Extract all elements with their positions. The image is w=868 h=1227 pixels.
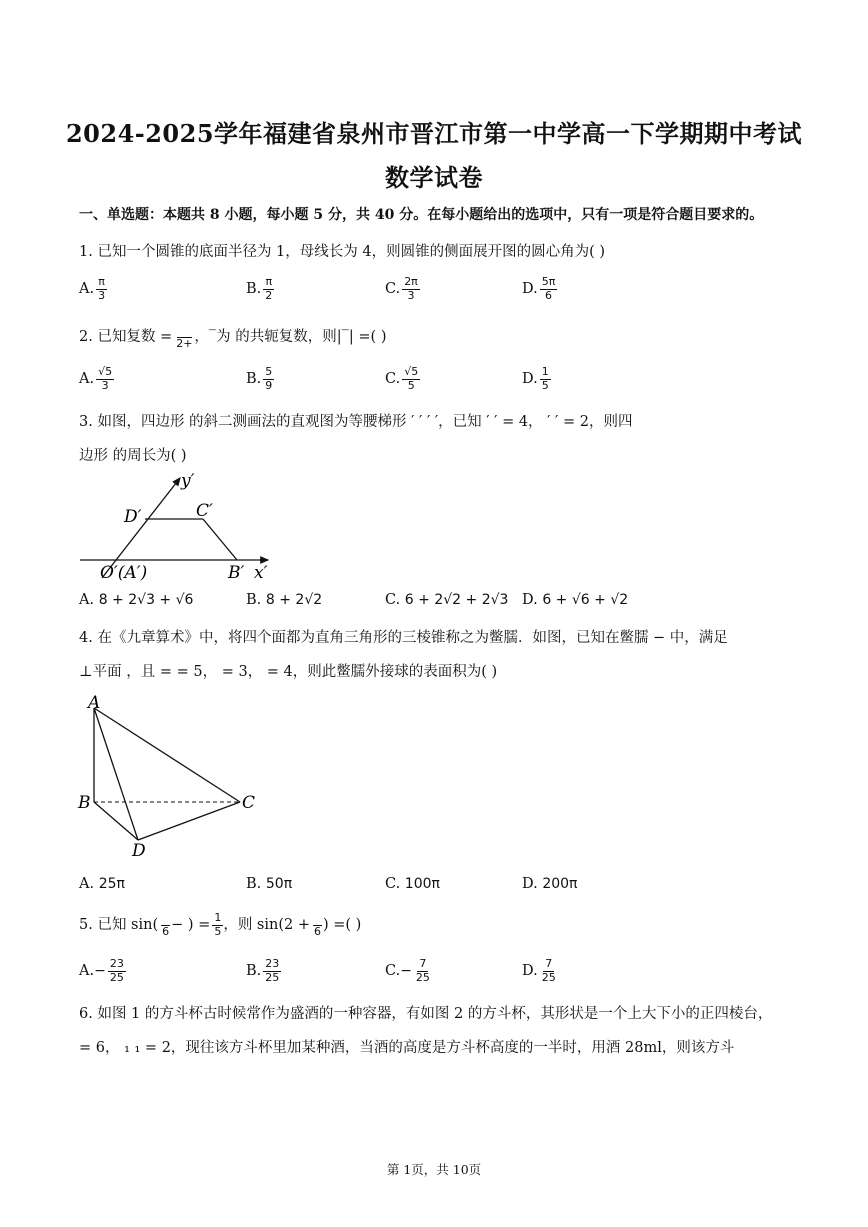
option-label: A. [79,371,95,388]
label-d: D [132,841,146,861]
frac-den: 25 [415,970,430,984]
option-label: C. [385,876,401,892]
frac-num: 2π [404,275,418,288]
frac-den: 25 [541,970,556,984]
question-3-line2: 边形 的周长为( ) [79,448,187,464]
q1-option-c[interactable] [385,276,420,302]
q3-option-c[interactable] [385,592,508,608]
q4-option-c[interactable] [385,876,440,892]
frac-den: 9 [265,378,273,392]
option-label: A. [79,281,95,298]
page-subtitle: 数学试卷 [385,163,483,192]
option-label: D. [522,592,538,608]
label-b: B′ [228,563,245,583]
option-label: C. [385,371,401,388]
label-c: C′ [196,501,213,521]
q5-text-b: − ) = [171,917,211,934]
frac-num [177,324,192,338]
frac-num: π [98,275,105,288]
q1-option-a[interactable] [79,276,107,302]
option-label: C. [385,592,401,608]
option-label: B. [246,876,262,892]
frac-den: 5 [541,378,549,392]
q5-option-c[interactable] [385,958,432,984]
option-label: D. [522,963,538,980]
trapezoid-right [203,519,237,560]
option-value: 25π [98,876,125,892]
q2-option-d[interactable] [522,366,551,392]
frac-den: 6 [162,924,170,938]
frac-num: 5π [541,275,556,288]
frac-den: 2 [265,288,273,302]
question-4-line2: ⊥平面 ，且 = = 5， = 3， = 4，则此鳖臑外接球的表面积为( ) [79,664,498,680]
option-label: D. [522,876,538,892]
option-sign: − [400,963,412,980]
option-label: B. [246,592,262,608]
q5-option-d[interactable] [522,958,558,984]
option-label: C. [385,281,401,298]
label-x: x′ [254,563,268,583]
q1-option-d[interactable] [522,276,557,302]
option-value: 6 + √6 + √2 [542,592,629,608]
question-5 [79,912,361,938]
option-value: 8 + 2√3 + √6 [98,592,194,608]
question-3-line1: 3. 如图，四边形 的斜二测画法的直观图为等腰梯形 ′ ′ ′ ′，已知 ′ ′ = 4， ′ ′ = 2，则四 [79,414,633,430]
frac-num: 23 [265,957,280,970]
frac-num: 7 [419,957,427,970]
frac-den: 6 [314,924,321,938]
frac-den: 25 [265,970,280,984]
frac-num: √5 [98,365,113,378]
frac-num [313,912,323,926]
question-6-line1: 6. 如图 1 的方斗杯古时候常作为盛酒的一种容器，有如图 2 的方斗杯，其形状是一个上大下小的正四棱台， [79,1006,773,1022]
frac-den: 6 [545,288,553,302]
option-value: 6 + 2√2 + 2√3 [404,592,509,608]
frac-num [161,912,171,926]
frac-den: 3 [407,288,415,302]
option-label: B. [246,963,262,980]
frac-num: π [265,275,273,288]
q3-figure [76,468,286,588]
q2-option-a[interactable] [79,366,114,392]
edge-ac [94,708,240,802]
q5-option-a[interactable] [79,958,126,984]
option-label: A. [79,876,95,892]
option-label: A. [79,963,95,980]
option-value: 50π [265,876,293,892]
q2-text-a: 2. 已知复数 = [79,329,173,346]
option-value: 100π [404,876,440,892]
q5-text-d: ) =( ) [323,917,362,934]
option-label: A. [79,592,95,608]
option-value: 200π [542,876,578,892]
option-label: C. [385,963,401,980]
q2-text-b: ，‾为 的共轭复数，则|‾| =( ) [194,329,387,346]
option-label: B. [246,371,262,388]
question-6-line2: = 6， ₁ ₁ = 2，现往该方斗杯里加某种酒，当酒的高度是方斗杯高度的一半时，用酒 28ml，则该方斗 [79,1040,735,1056]
q5-option-b[interactable] [246,958,281,984]
option-value: 8 + 2√2 [265,592,323,608]
label-c: C [242,793,256,813]
option-label: D. [522,371,538,388]
frac-den: 2+ [176,336,193,350]
q4-option-b[interactable] [246,876,292,892]
option-label: B. [246,281,262,298]
q4-figure [74,692,264,862]
edge-dc [138,802,240,840]
frac-den: 25 [109,970,124,984]
label-y: y′ [181,471,195,491]
q3-option-a[interactable] [79,592,193,608]
frac-num: 1 [541,365,549,378]
q3-option-d[interactable] [522,592,628,608]
frac-num: √5 [404,365,419,378]
q5-text-c: ，则 sin(2 + [223,917,310,934]
page-footer: 第 1页，共 10页 [386,1162,482,1177]
q4-option-a[interactable] [79,876,125,892]
frac-den: 3 [98,288,106,302]
frac-den: 5 [407,378,415,392]
label-a: A [88,693,101,713]
q3-option-b[interactable] [246,592,322,608]
frac-den: 5 [214,924,222,938]
label-o: O′(A′) [100,563,148,583]
q2-option-c[interactable] [385,366,420,392]
question-4-line1: 4. 在《九章算术》中，将四个面都为直角三角形的三棱锥称之为鳖臑．如图，已知在鳖臑 − 中，满足 [79,630,728,646]
page-title: 2024-2025学年福建省泉州市晋江市第一中学高一下学期期中考试 [65,119,803,148]
q2-option-b[interactable] [246,366,274,392]
q5-text-a: 5. 已知 sin( [79,917,159,934]
question-2 [79,324,386,350]
section-heading: 一、单选题：本题共 8 小题，每小题 5 分，共 40 分。在每小题给出的选项中，只有一项是符合题目要求的。 [79,207,764,223]
label-d: D′ [124,507,142,527]
label-b: B [78,793,91,813]
q4-option-d[interactable] [522,876,577,892]
frac-num: 7 [545,957,553,970]
option-sign: − [94,963,106,980]
option-label: D. [522,281,538,298]
q1-option-b[interactable] [246,276,274,302]
frac-num: 1 [214,911,222,924]
frac-den: 3 [101,378,109,392]
frac-num: 5 [265,365,273,378]
question-1: 1. 已知一个圆锥的底面半径为 1，母线长为 4，则圆锥的侧面展开图的圆心角为( ) [79,244,606,260]
frac-num: 23 [109,957,124,970]
